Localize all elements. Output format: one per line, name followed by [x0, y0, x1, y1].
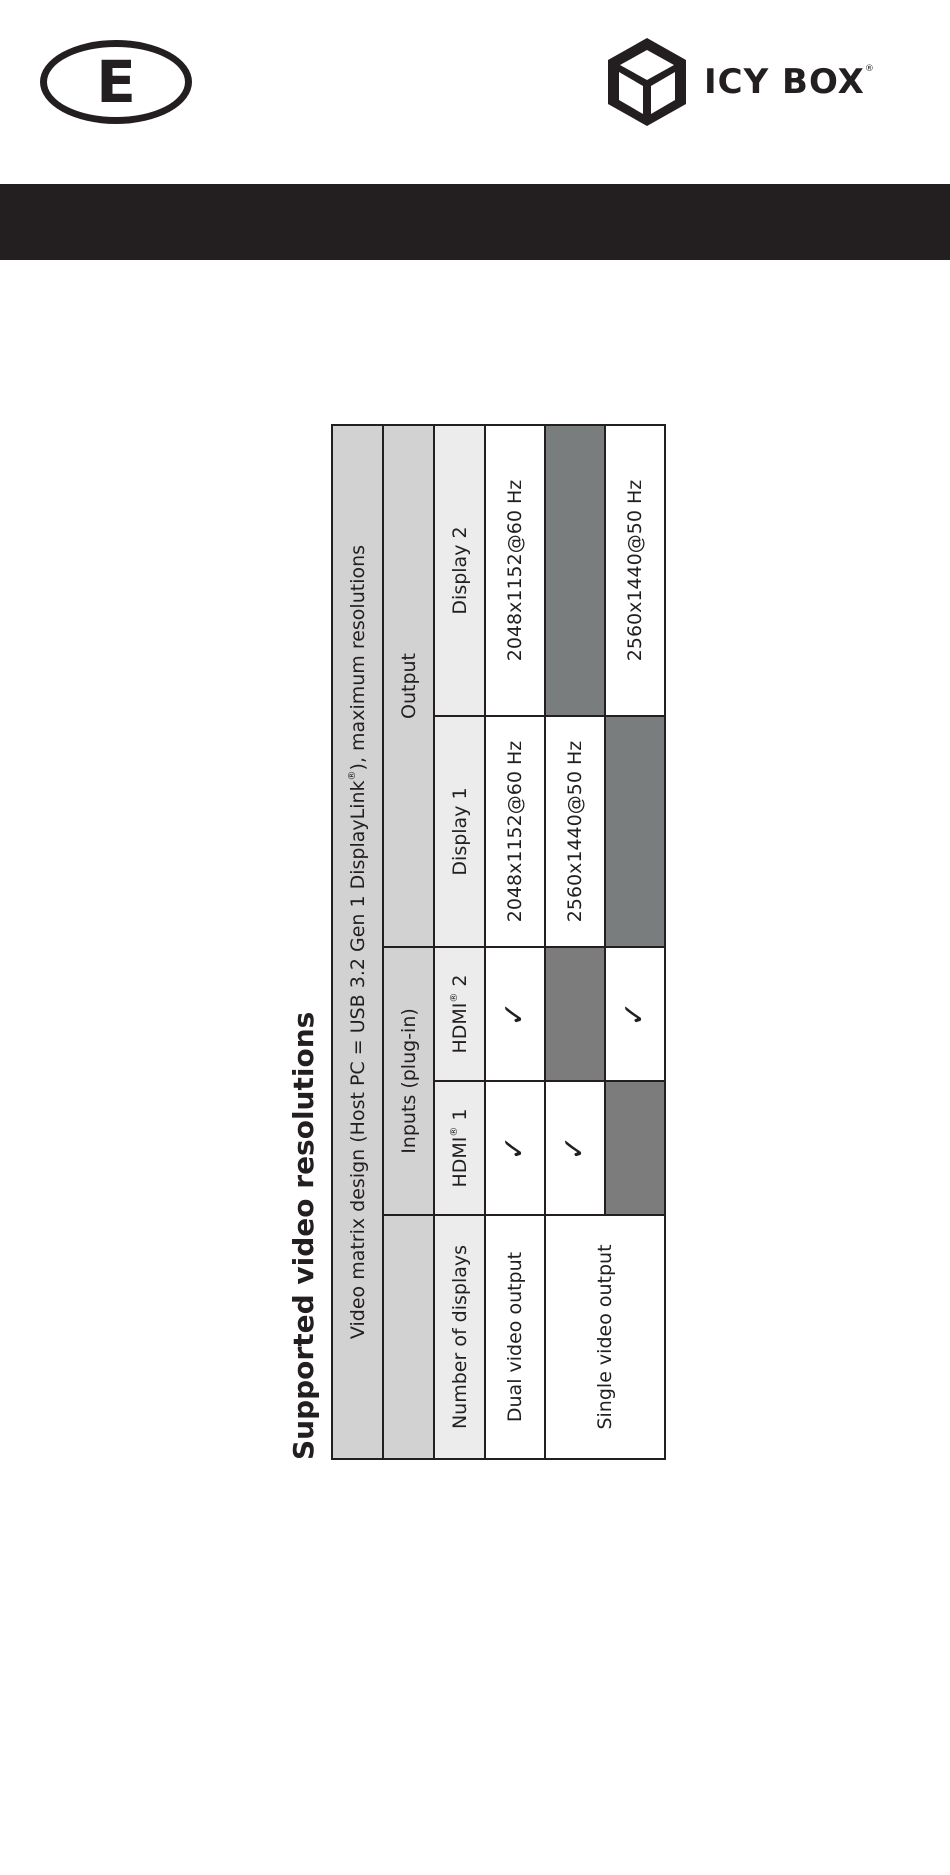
brand-name: ICY BOX® — [704, 62, 875, 102]
cube-icon — [606, 36, 688, 128]
brand-registered-mark: ® — [864, 64, 875, 74]
checkmark-icon: ✓ — [497, 1135, 532, 1161]
cell-single-b-display1-unavailable — [605, 716, 665, 947]
col-display-1: Display 1 — [434, 716, 485, 947]
group-output-header: Output — [383, 425, 434, 947]
cell-single-b-hdmi1-unavailable — [605, 1081, 665, 1215]
cell-single-a-hdmi2-unavailable — [545, 947, 605, 1081]
group-empty-cell — [383, 1215, 434, 1459]
resolution-section — [275, 426, 675, 1460]
table-row-single-a — [545, 425, 605, 1459]
cell-dual-hdmi2 — [485, 947, 545, 1081]
checkmark-icon: ✓ — [617, 1001, 652, 1027]
table-header-row — [434, 425, 485, 1459]
col-hdmi-1: HDMI® 1 — [434, 1081, 485, 1215]
row-label-dual: Dual video output — [485, 1215, 545, 1459]
group-inputs-header: Inputs (plug-in) — [383, 947, 434, 1215]
table-group-row — [383, 425, 434, 1459]
resolution-matrix-table — [331, 424, 666, 1460]
cell-single-a-display2-unavailable — [545, 425, 605, 716]
checkmark-icon: ✓ — [557, 1135, 592, 1161]
cell-dual-hdmi1 — [485, 1081, 545, 1215]
cell-single-b-display2: 2560x1440@50 Hz — [605, 425, 665, 716]
language-badge — [40, 40, 192, 124]
section-title: Supported video resolutions — [286, 1011, 320, 1460]
table-caption-row — [332, 425, 383, 1459]
brand-logo — [606, 36, 875, 128]
table-caption: Video matrix design (Host PC = USB 3.2 Gen 1 DisplayLink®), maximum resolutions — [332, 425, 383, 1459]
cell-single-a-display1: 2560x1440@50 Hz — [545, 716, 605, 947]
table-row-dual — [485, 425, 545, 1459]
language-badge-letter: E — [96, 48, 136, 116]
cell-single-b-hdmi2 — [605, 947, 665, 1081]
header-band — [0, 184, 950, 260]
row-label-single: Single video output — [545, 1215, 665, 1459]
col-number-of-displays: Number of displays — [434, 1215, 485, 1459]
col-hdmi-2: HDMI® 2 — [434, 947, 485, 1081]
cell-dual-display2: 2048x1152@60 Hz — [485, 425, 545, 716]
cell-single-a-hdmi1 — [545, 1081, 605, 1215]
checkmark-icon: ✓ — [497, 1001, 532, 1027]
cell-dual-display1: 2048x1152@60 Hz — [485, 716, 545, 947]
col-display-2: Display 2 — [434, 425, 485, 716]
